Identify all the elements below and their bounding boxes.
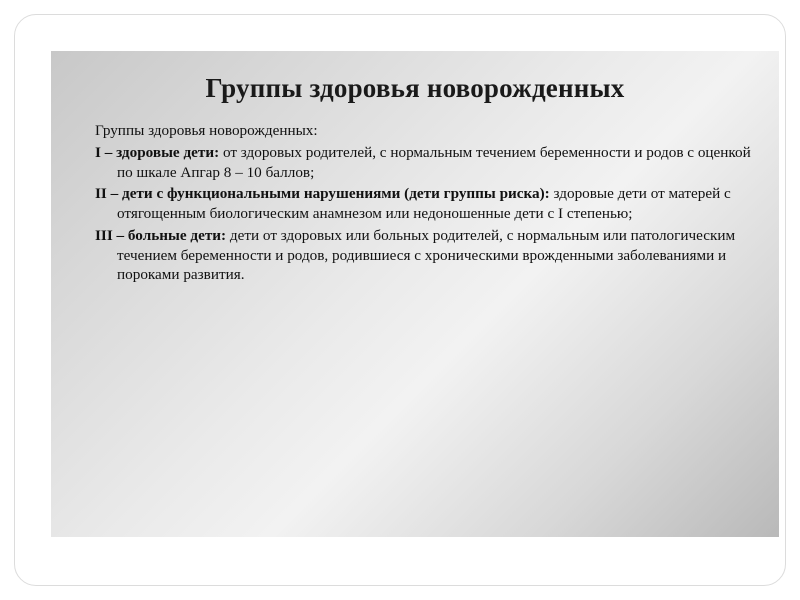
- list-item-lead: III – больные дети:: [95, 226, 227, 244]
- slide-content-panel: [51, 51, 779, 537]
- list-item: [73, 184, 763, 224]
- list-item-text: дети от здоровых или больных родителей, с нормальным или патологическим течением беременности и родов, родившиеся с хроническими врожденными заболеваниями и пороками развития.: [117, 226, 736, 284]
- list-item: [73, 226, 763, 285]
- page-title: Группы здоровья новорожденных: [205, 73, 625, 103]
- list-item: [73, 143, 763, 183]
- list-item-lead: II – дети с функциональными нарушениями (дети группы риска):: [95, 185, 550, 203]
- list-item-text: от здоровых родителей, с нормальным течением беременности и родов с оценкой по шкале Апгар 8 – 10 баллов;: [117, 143, 751, 181]
- list-item-text: здоровые дети от матерей с отягощенным биологическим анамнезом или недоношенные дети с I степенью;: [117, 185, 731, 222]
- slide-frame: [14, 14, 786, 586]
- intro-paragraph: Группы здоровья новорожденных:: [95, 122, 318, 139]
- slide-body: [73, 121, 763, 287]
- list-item-lead: I – здоровые дети:: [95, 143, 220, 161]
